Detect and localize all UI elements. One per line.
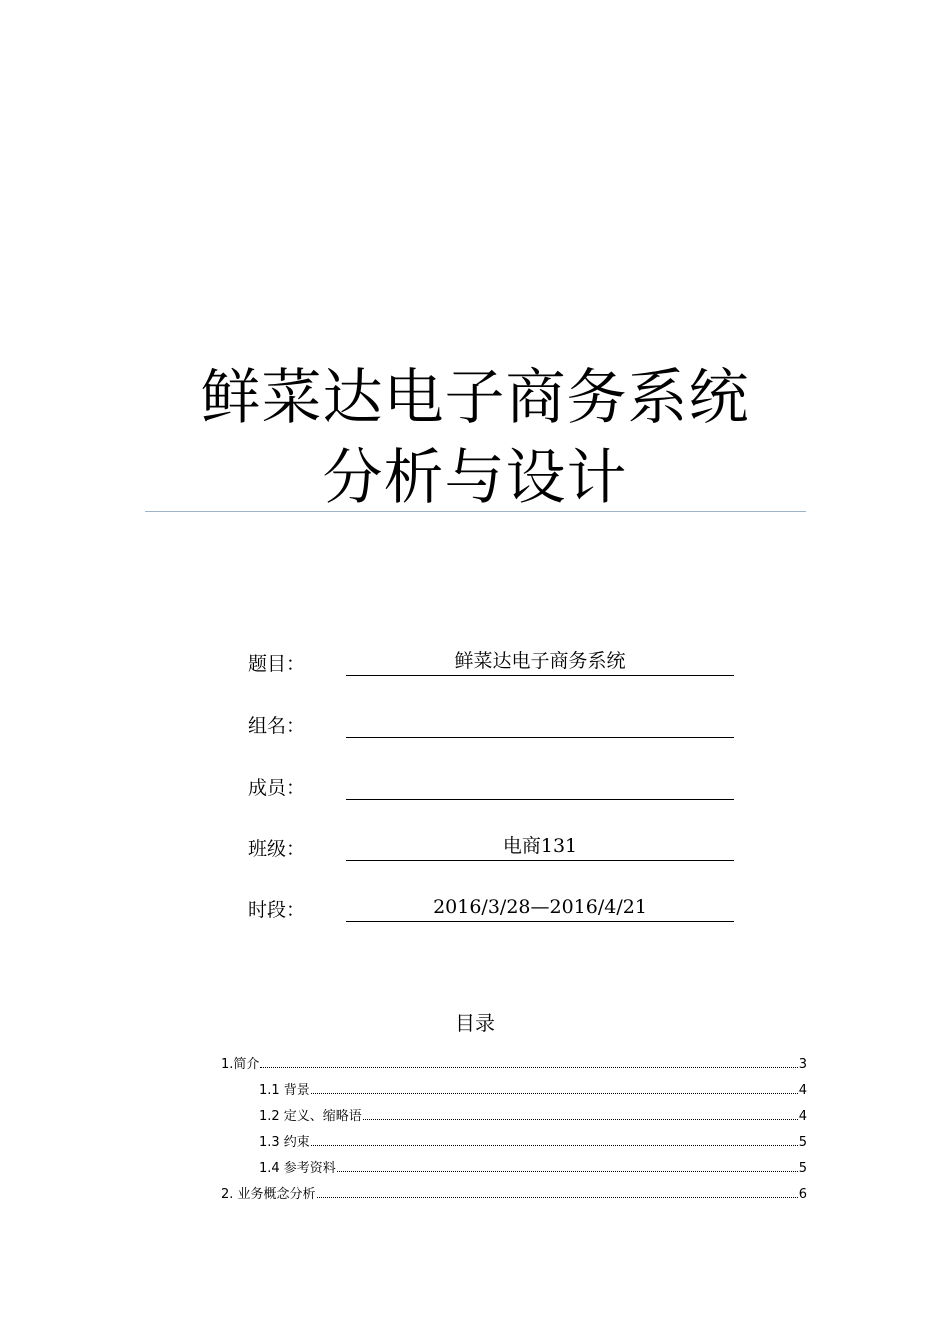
toc-entry[interactable]	[221, 1053, 807, 1071]
field-topic-label: 题目：	[248, 653, 306, 675]
field-period-label: 时段：	[248, 899, 306, 921]
toc-entry-page: 5	[798, 1161, 807, 1176]
toc-entry[interactable]	[259, 1157, 807, 1175]
document-title-line2: 分析与设计	[322, 443, 628, 513]
field-group-label: 组名：	[248, 715, 306, 737]
field-group	[248, 708, 734, 738]
toc-leader-dots	[311, 1145, 798, 1146]
toc-leader-dots	[337, 1171, 798, 1172]
toc-entry-page: 6	[798, 1187, 807, 1202]
toc-leader-dots	[363, 1119, 798, 1120]
title-divider	[145, 511, 806, 512]
toc-entry-text: 2. 业务概念分析	[221, 1187, 316, 1202]
toc-entry[interactable]	[259, 1105, 807, 1123]
field-group-value	[346, 709, 734, 738]
field-members	[248, 770, 734, 800]
field-members-label: 成员：	[248, 777, 306, 799]
field-period	[248, 892, 734, 922]
field-topic	[248, 646, 734, 676]
field-topic-value: 鲜菜达电子商务系统	[346, 647, 734, 676]
field-class	[248, 831, 734, 861]
toc-heading: 目录	[455, 1011, 495, 1035]
toc-entry-text: 1.简介	[221, 1057, 260, 1072]
toc-entry-text: 1.1 背景	[259, 1083, 310, 1098]
toc-entry-text: 1.3 约束	[259, 1135, 310, 1150]
toc-leader-dots	[311, 1093, 798, 1094]
toc-leader-dots	[317, 1197, 798, 1198]
field-class-label: 班级：	[248, 838, 306, 860]
toc-entry[interactable]	[221, 1183, 807, 1201]
toc-entry-page: 3	[798, 1057, 807, 1072]
toc-entry-text: 1.2 定义、缩略语	[259, 1109, 362, 1124]
toc-entry-page: 5	[798, 1135, 807, 1150]
field-members-value	[346, 771, 734, 800]
toc-entry-page: 4	[798, 1083, 807, 1098]
toc-entry[interactable]	[259, 1131, 807, 1149]
toc-entry-page: 4	[798, 1109, 807, 1124]
toc-leader-dots	[260, 1067, 797, 1068]
field-class-value: 电商131	[346, 832, 734, 861]
field-period-value: 2016/3/28—2016/4/21	[346, 893, 734, 922]
toc-entry[interactable]	[259, 1079, 807, 1097]
toc-entry-text: 1.4 参考资料	[259, 1161, 336, 1176]
document-title-line1: 鲜菜达电子商务系统	[200, 363, 750, 433]
